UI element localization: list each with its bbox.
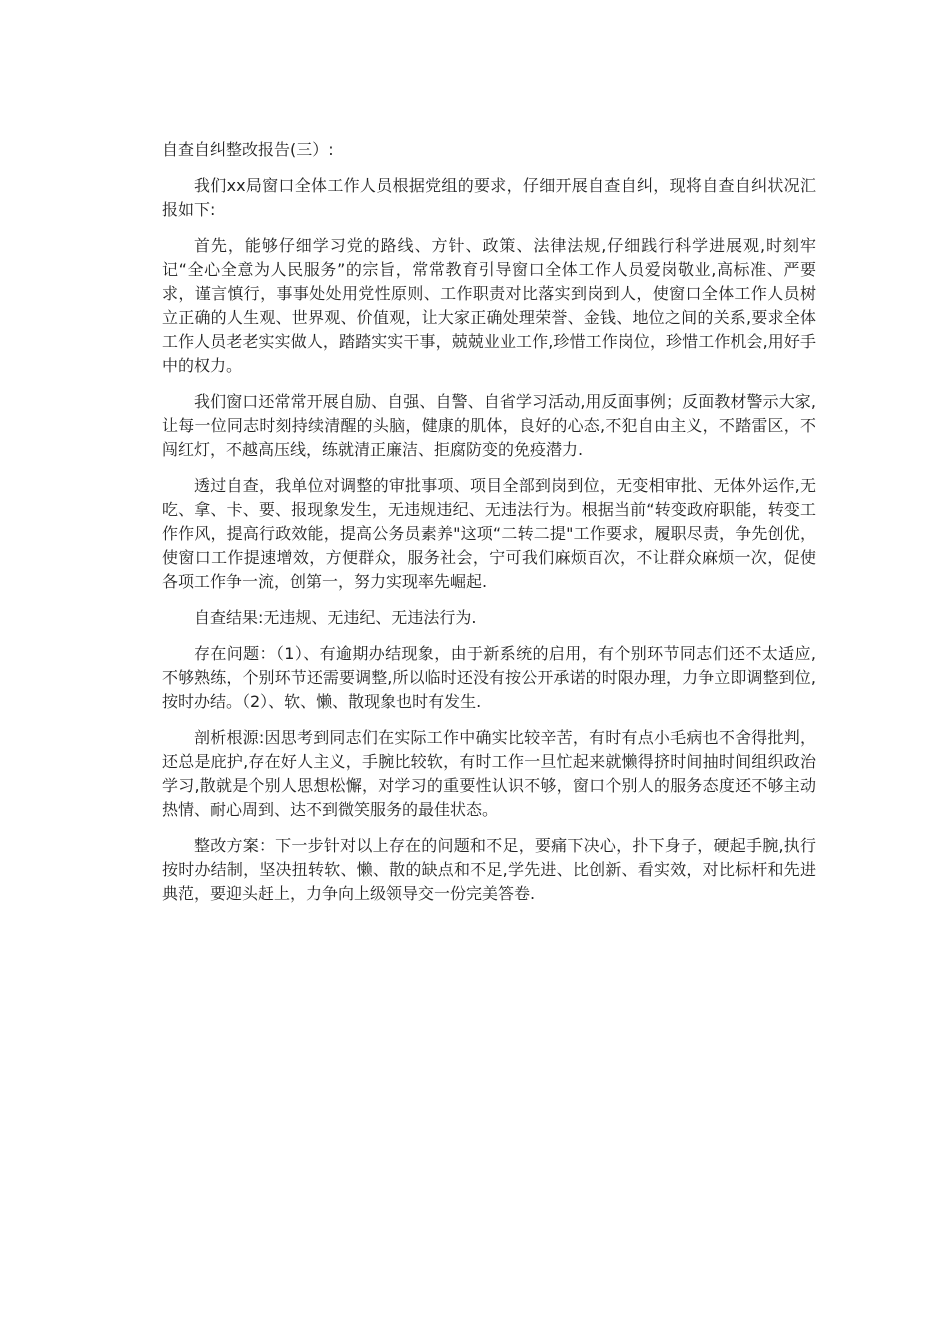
document-title: 自查自纠整改报告(三）: <box>162 140 334 159</box>
paragraph-problems: 存在问题：（1）、有逾期办结现象，由于新系统的启用，有个别环节同志们还不太适应,不够熟练，个别环节还需要调整,所以临时还没有按公开承诺的时限办理，力争立即调整到位,按时办结。（2）、软、懒、散现象也时有发生. <box>162 644 816 711</box>
paragraph-study: 首先，能够仔细学习党的路线、方针、政策、法律法规,仔细践行科学进展观,时刻牢记“全心全意为人民服务”的宗旨，常常教育引导窗口全体工作人员爱岗敬业,高标准、严要求，谨言慎行，事事处处用党性原则、工作职责对比落实到岗到人，使窗口全体工作人员树立正确的人生观、世界观、价值观，让大家正确处理荣誉、金钱、地位之间的关系,要求全体工作人员老老实实做人，踏踏实实干事，兢兢业业工作,珍惜工作岗位，珍惜工作机会,用好手中的权力。 <box>162 236 816 375</box>
paragraph-rectification-plan: 整改方案：下一步针对以上存在的问题和不足，要痛下决心，扑下身子，硬起手腕,执行按时办结制，坚决扭转软、懒、散的缺点和不足,学先进、比创新、看实效，对比标杆和先进典范，要迎头赶上，力争向上级领导交一份完美答卷. <box>162 836 816 903</box>
paragraph-root-cause: 剖析根源:因思考到同志们在实际工作中确实比较辛苦，有时有点小毛病也不舍得批判，还总是庇护,存在好人主义，手腕比较软，有时工作一旦忙起来就懒得挤时间抽时间组织政治学习,散就是个别人思想松懈，对学习的重要性认识不够，窗口个别人的服务态度还不够主动热情、耐心周到、达不到微笑服务的最佳状态。 <box>162 728 816 819</box>
document-body <box>162 138 816 918</box>
paragraph-result: 自查结果:无违规、无违纪、无违法行为. <box>194 608 477 627</box>
paragraph-intro: 我们xx局窗口全体工作人员根据党组的要求，仔细开展自查自纠，现将自查自纠状况汇报如下: <box>162 176 816 219</box>
paragraph-activities: 我们窗口还常常开展自励、自强、自警、自省学习活动,用反面事例；反面教材警示大家,让每一位同志时刻持续清醒的头脑，健康的肌体，良好的心态,不犯自由主义，不踏雷区，不闯红灯，不越高压线，练就清正廉洁、拒腐防变的免疫潜力. <box>162 392 816 459</box>
paragraph-self-check: 透过自查，我单位对调整的审批事项、项目全部到岗到位，无变相审批、无体外运作,无吃、拿、卡、要、报现象发生，无违规违纪、无违法行为。根据当前“转变政府职能，转变工作作风，提高行政效能，提高公务员素养"这项“二转二提"工作要求，履职尽责，争先创优，使窗口工作提速增效，方便群众，服务社会，宁可我们麻烦百次，不让群众麻烦一次，促使各项工作争一流，创第一，努力实现率先崛起. <box>162 476 816 591</box>
